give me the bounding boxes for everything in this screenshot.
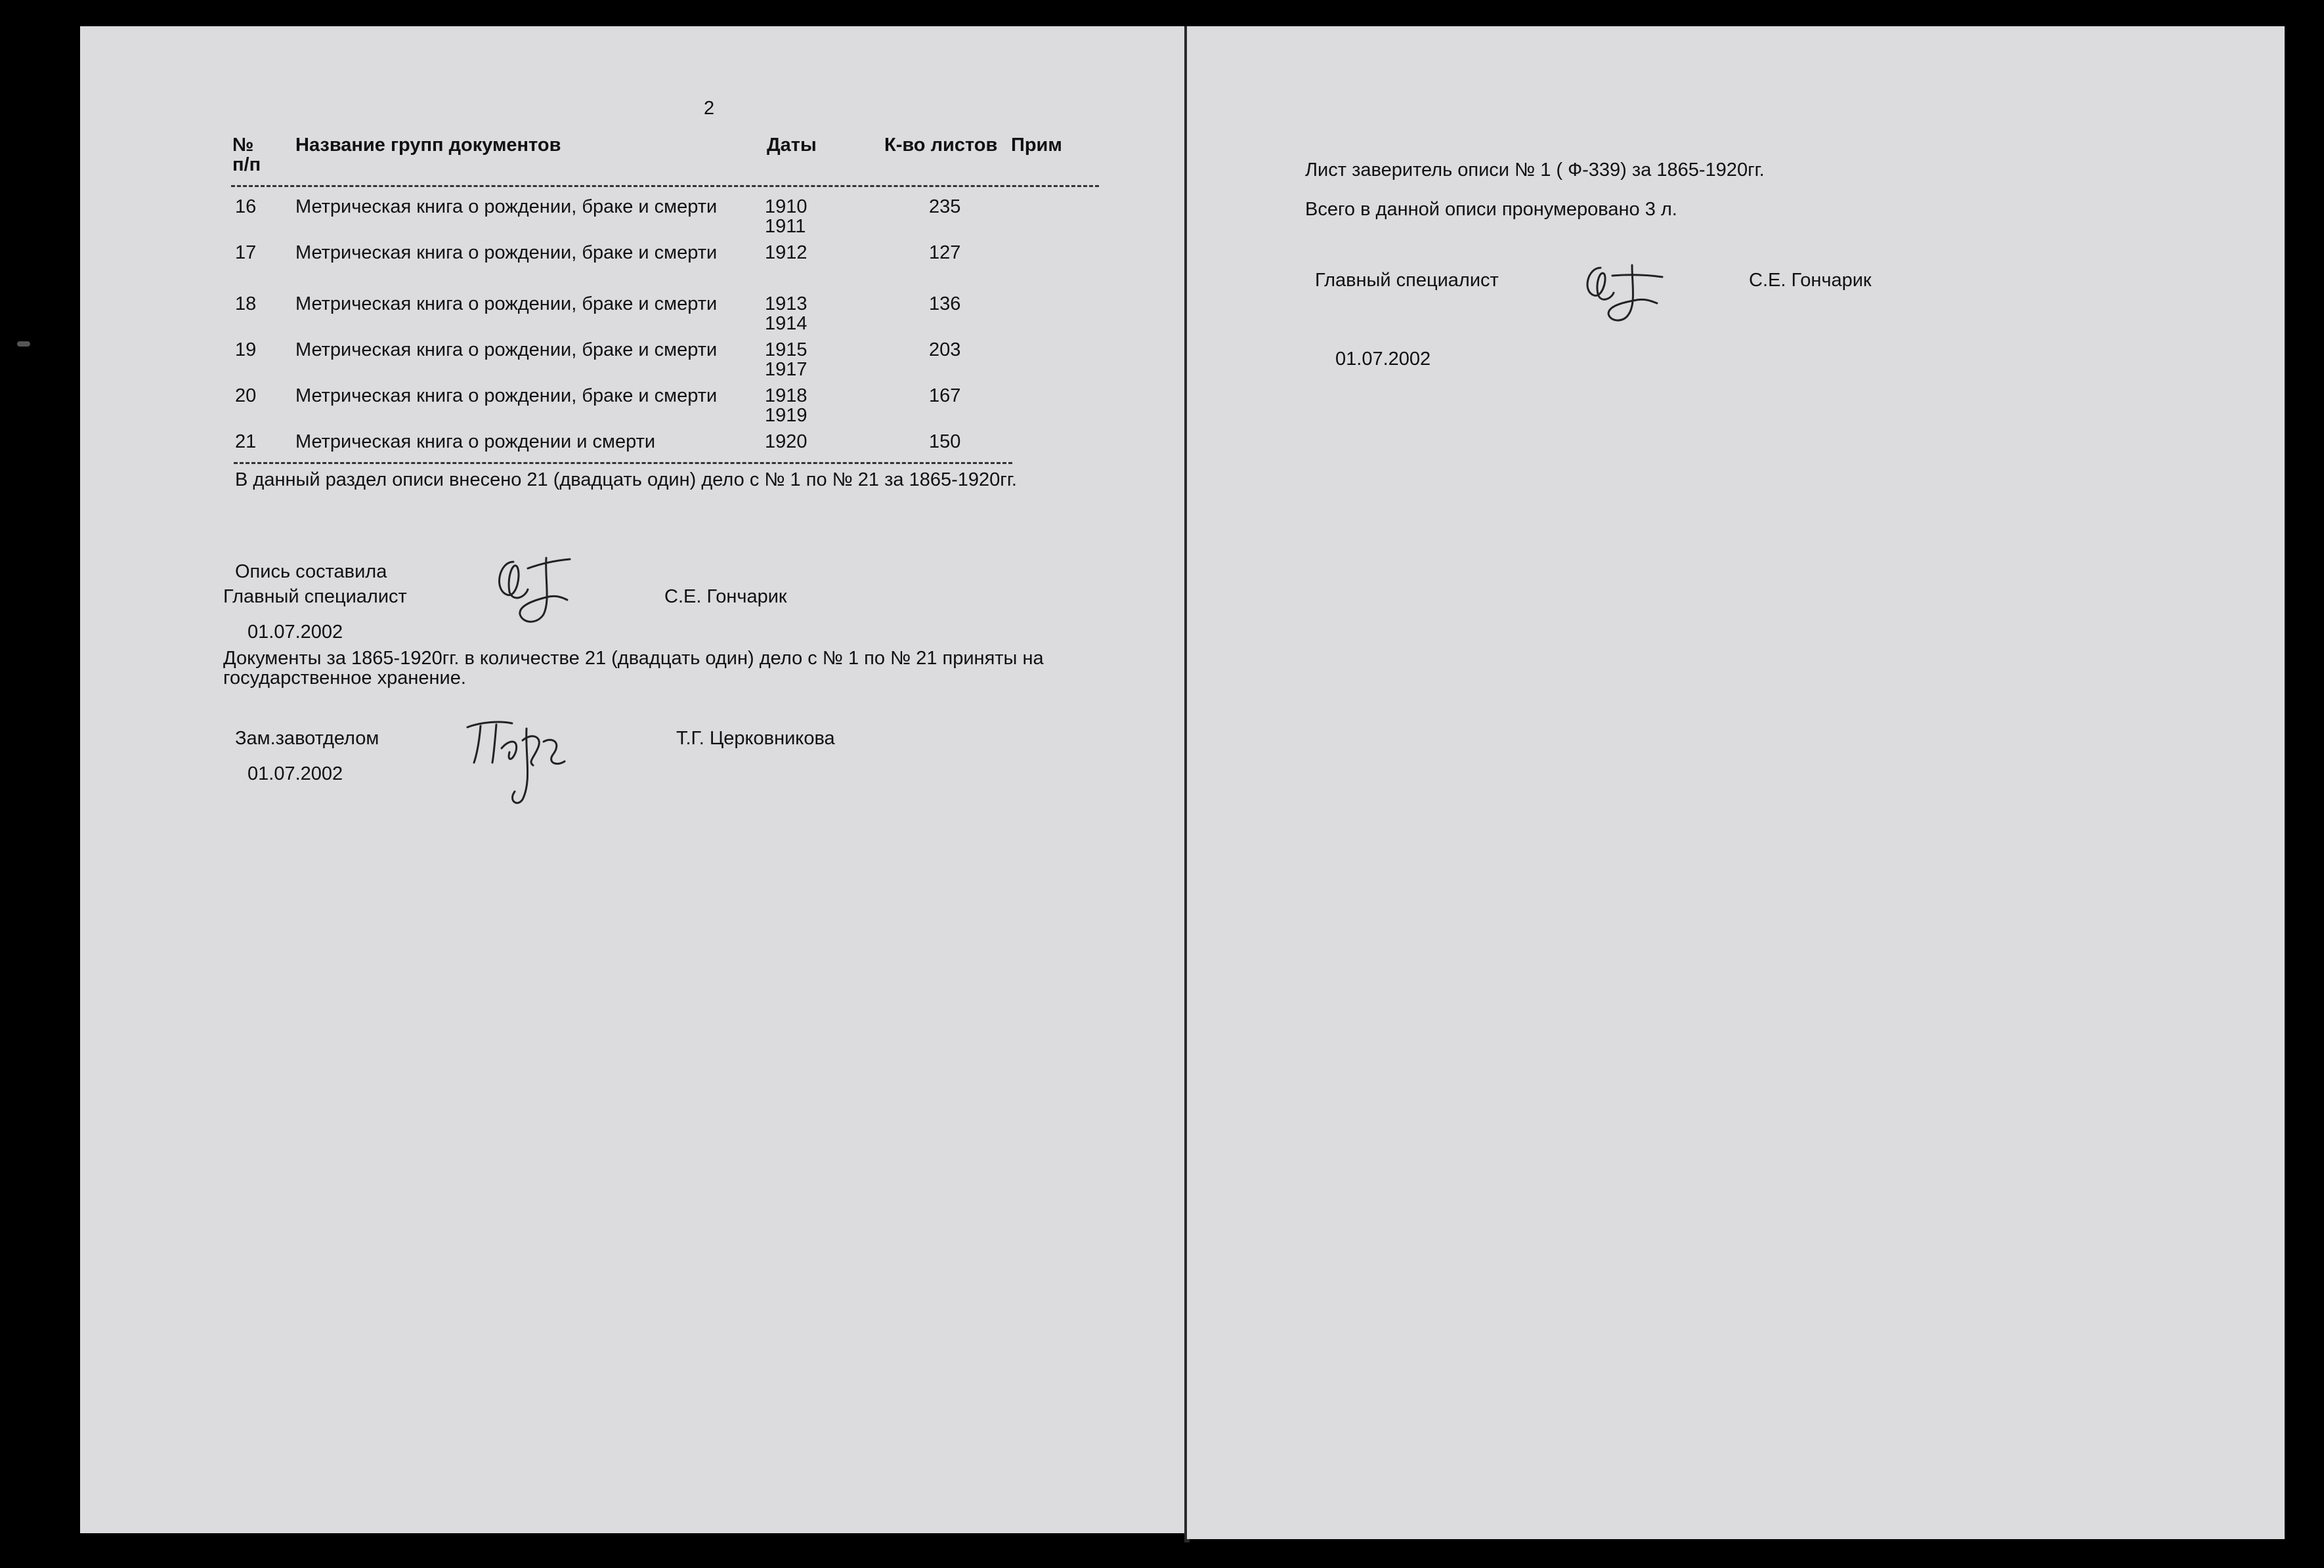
row-sheets: 203 — [929, 339, 961, 360]
row-date: 1915 — [765, 339, 807, 360]
compiler-label: Опись составила — [235, 561, 387, 582]
deputy-role: Зам.завотделом — [235, 728, 379, 749]
row-title: Метрическая книга о рождении, браке и смерти — [295, 196, 718, 217]
left-page — [80, 26, 1186, 1533]
summary-text: В данный раздел описи внесено 21 (двадцать один) дело с № 1 по № 21 за 1865-1920гг. — [235, 469, 1017, 490]
row-date: 1911 — [765, 216, 806, 237]
certification-title: Лист заверитель описи № 1 ( Ф-339) за 1865-1920гг. — [1305, 159, 1765, 180]
header-num: № — [232, 135, 254, 156]
scan-speck — [17, 341, 30, 347]
row-title: Метрическая книга о рождении, браке и смерти — [295, 385, 718, 406]
table-bottom-divider — [234, 462, 1012, 464]
compiler-date: 01.07.2002 — [247, 622, 343, 643]
row-title: Метрическая книга о рождении и смерти — [295, 431, 656, 452]
header-dates: Даты — [767, 135, 817, 156]
row-date: 1920 — [765, 431, 807, 452]
row-sheets: 136 — [929, 293, 961, 314]
row-date: 1912 — [765, 242, 807, 263]
row-date: 1919 — [765, 405, 807, 426]
row-date: 1914 — [765, 313, 807, 334]
acceptance-line-1: Документы за 1865-1920гг. в количестве 21 (двадцать один) дело с № 1 по № 21 приняты на — [223, 648, 1044, 669]
row-sheets: 167 — [929, 385, 961, 406]
specialist-role: Главный специалист — [1315, 270, 1499, 291]
specialist-name: С.Е. Гончарик — [1749, 270, 1872, 291]
row-date: 1913 — [765, 293, 807, 314]
row-date: 1917 — [765, 359, 807, 380]
compiler-role: Главный специалист — [223, 586, 407, 607]
deputy-name: Т.Г. Церковникова — [676, 728, 835, 749]
header-divider — [231, 185, 1099, 187]
row-date: 1910 — [765, 196, 807, 217]
row-num: 19 — [235, 339, 257, 360]
row-sheets: 235 — [929, 196, 961, 217]
row-num: 20 — [235, 385, 257, 406]
row-title: Метрическая книга о рождении, браке и смерти — [295, 293, 718, 314]
row-num: 21 — [235, 431, 257, 452]
deputy-date: 01.07.2002 — [247, 763, 343, 784]
row-num: 16 — [235, 196, 257, 217]
certification-date: 01.07.2002 — [1335, 349, 1431, 370]
header-name: Название групп документов — [295, 135, 561, 156]
acceptance-line-2: государственное хранение. — [223, 667, 466, 689]
compiler-signature — [487, 537, 592, 642]
header-num-sub: п/п — [232, 154, 261, 175]
row-title: Метрическая книга о рождении, браке и смерти — [295, 339, 718, 360]
row-num: 18 — [235, 293, 257, 314]
deputy-signature — [454, 702, 579, 814]
header-note: Прим — [1011, 135, 1062, 156]
header-sheets: К-во листов — [884, 135, 998, 156]
compiler-name: С.Е. Гончарик — [664, 586, 787, 607]
certification-count: Всего в данной описи пронумеровано 3 л. — [1305, 199, 1677, 220]
row-sheets: 127 — [929, 242, 961, 263]
right-page — [1187, 26, 2285, 1539]
specialist-signature — [1576, 248, 1681, 340]
page-number: 2 — [704, 98, 715, 119]
row-num: 17 — [235, 242, 257, 263]
row-sheets: 150 — [929, 431, 961, 452]
row-title: Метрическая книга о рождении, браке и смерти — [295, 242, 718, 263]
row-date: 1918 — [765, 385, 807, 406]
